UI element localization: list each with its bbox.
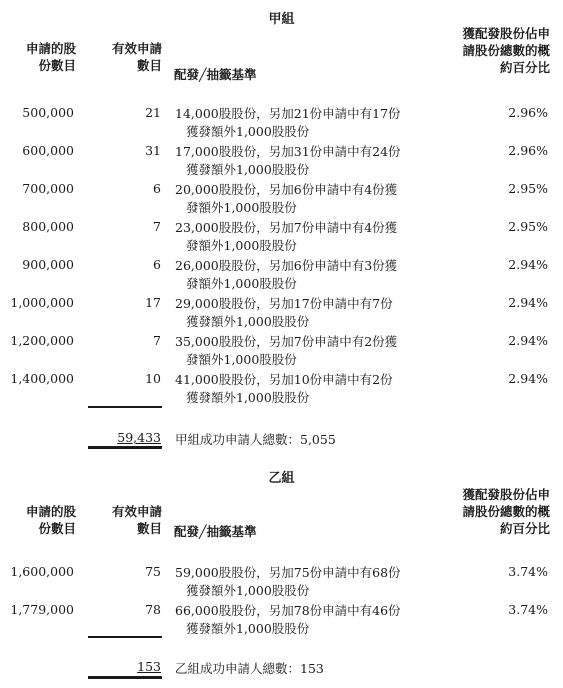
table-row [0,105,563,143]
header-shares-line1: 申請的股 [25,504,76,519]
header-pct-line2: 請股份總數的概 [462,504,550,519]
group-a-total-label: 甲組成功申請人總數：5,055 [175,432,336,447]
total-rule [88,676,162,679]
group-b-total-label: 乙組成功申請人總數：153 [175,661,324,676]
cell-pct: 3.74% [508,564,548,579]
basis-line2: 獲發額外1,000股股份 [186,314,310,329]
cell-basis [175,105,440,141]
cell-pct: 2.96% [508,143,548,158]
basis-line2: 獲發額外1,000股股份 [186,162,310,177]
header-apps-line1: 有效申請 [111,41,162,56]
header-pct-line1: 獲配發股份佔申 [462,487,550,502]
cell-shares: 500,000 [22,105,74,120]
cell-apps: 75 [145,564,161,579]
subtotal-rule [88,636,162,638]
basis-line2: 發額外1,000股股份 [186,276,297,291]
cell-apps: 10 [145,371,161,386]
cell-pct: 2.95% [508,181,548,196]
cell-basis [175,333,440,369]
header-shares [10,503,76,537]
cell-shares: 600,000 [22,143,74,158]
header-pct-line2: 請股份總數的概 [462,43,550,58]
group-b-title: 乙組 [268,471,295,486]
cell-apps: 6 [153,257,161,272]
header-shares-line2: 份數目 [38,58,76,73]
table-row [0,371,563,409]
group-a-total-apps: 59,433 [117,430,161,445]
cell-pct: 3.74% [508,602,548,617]
header-apps-line2: 數目 [136,521,162,536]
header-pct-line1: 獲配發股份佔申 [462,26,550,41]
subtotal-rule [88,406,162,408]
header-pct [436,25,550,76]
header-shares [10,40,76,74]
cell-shares: 700,000 [22,181,74,196]
cell-basis [175,564,440,600]
cell-apps: 17 [145,295,161,310]
cell-basis [175,257,440,293]
cell-basis [175,181,440,217]
basis-line2: 獲發額外1,000股股份 [186,583,310,598]
basis-line1: 20,000股股份，另加6份申請中有4份獲 [175,182,398,197]
total-rule [88,446,162,449]
group-a-title: 甲組 [268,12,295,27]
table-row [0,564,563,602]
table-row [0,181,563,219]
cell-shares: 1,779,000 [10,602,74,617]
header-shares-line1: 申請的股 [25,41,76,56]
cell-basis [175,371,440,407]
basis-line2: 獲發額外1,000股股份 [186,621,310,636]
basis-line2: 獲發額外1,000股股份 [186,124,310,139]
cell-apps: 31 [145,143,161,158]
table-row [0,333,563,371]
cell-apps: 7 [153,333,161,348]
cell-shares: 900,000 [22,257,74,272]
cell-pct: 2.94% [508,295,548,310]
header-pct [436,486,550,537]
header-shares-line2: 份數目 [38,521,76,536]
basis-line1: 29,000股股份，另加17份申請中有7份 [175,296,393,311]
basis-line2: 發額外1,000股股份 [186,200,297,215]
header-pct-line3: 約百分比 [499,521,550,536]
basis-line1: 14,000股股份，另加21份申請中有17份 [175,106,401,121]
cell-pct: 2.94% [508,371,548,386]
basis-line2: 獲發額外1,000股股份 [186,390,310,405]
table-row [0,143,563,181]
table-row [0,295,563,333]
cell-apps: 21 [145,105,161,120]
cell-shares: 1,400,000 [10,371,74,386]
cell-shares: 1,600,000 [10,564,74,579]
cell-pct: 2.94% [508,257,548,272]
table-row [0,602,563,640]
basis-line1: 26,000股股份，另加6份申請中有3份獲 [175,258,398,273]
header-apps-line2: 數目 [136,58,162,73]
basis-line1: 35,000股股份，另加7份申請中有2份獲 [175,334,398,349]
cell-basis [175,219,440,255]
cell-apps: 7 [153,219,161,234]
basis-line1: 17,000股股份，另加31份申請中有24份 [175,144,401,159]
cell-shares: 800,000 [22,219,74,234]
cell-basis [175,143,440,179]
basis-line1: 23,000股股份，另加7份申請中有4份獲 [175,220,398,235]
header-apps [88,503,162,537]
cell-apps: 6 [153,181,161,196]
basis-line1: 41,000股股份，另加10份申請中有2份 [175,372,393,387]
basis-line1: 59,000股股份，另加75份申請中有68份 [175,565,401,580]
header-basis: 配發╱抽籤基準 [174,524,257,539]
basis-line2: 發額外1,000股股份 [186,352,297,367]
header-apps-line1: 有效申請 [111,504,162,519]
table-row [0,257,563,295]
cell-pct: 2.95% [508,219,548,234]
cell-shares: 1,000,000 [10,295,74,310]
basis-line1: 66,000股股份，另加78份申請中有46份 [175,603,401,618]
cell-shares: 1,200,000 [10,333,74,348]
header-apps [88,40,162,74]
header-basis: 配發╱抽籤基準 [174,67,257,82]
group-b-total-apps: 153 [137,659,161,674]
cell-apps: 78 [145,602,161,617]
table-row [0,219,563,257]
basis-line2: 發額外1,000股股份 [186,238,297,253]
cell-pct: 2.96% [508,105,548,120]
cell-basis [175,295,440,331]
cell-pct: 2.94% [508,333,548,348]
cell-basis [175,602,440,638]
header-pct-line3: 約百分比 [499,60,550,75]
